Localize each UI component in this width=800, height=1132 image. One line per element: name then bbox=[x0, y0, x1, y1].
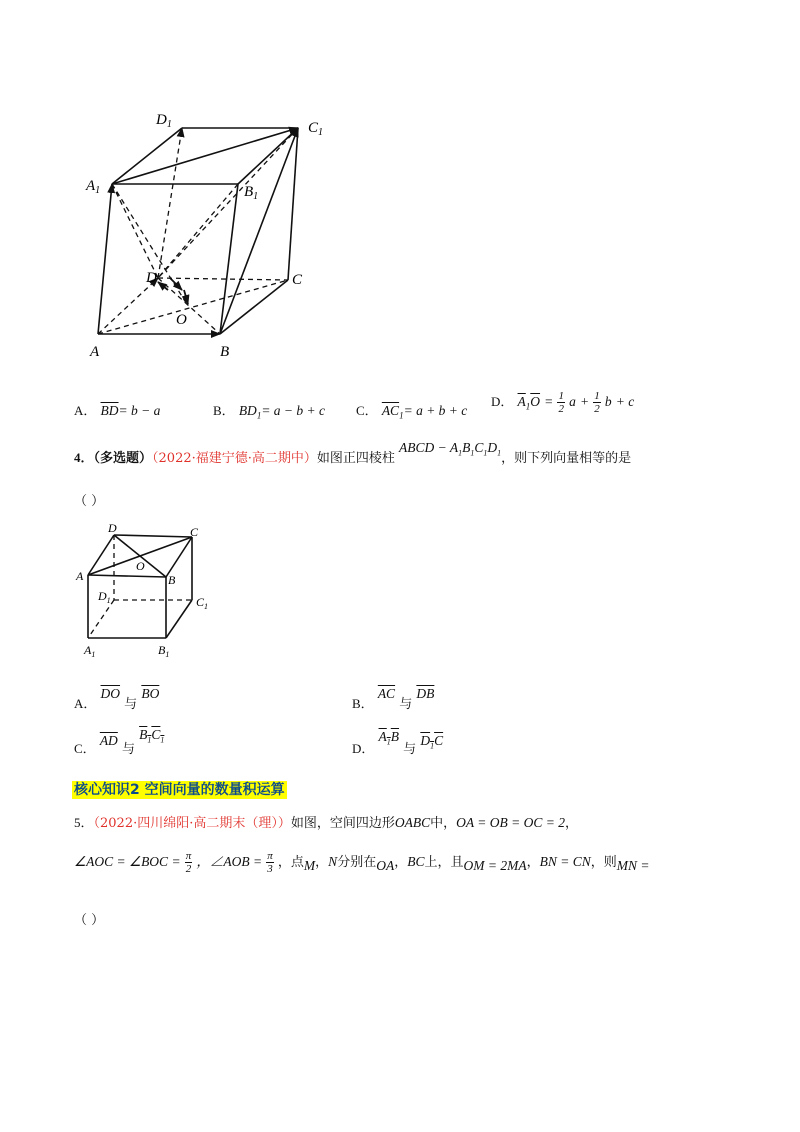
label-a1: $A_1$ bbox=[86, 178, 101, 196]
edge-top-b-c bbox=[166, 537, 192, 577]
label-o: O bbox=[176, 312, 187, 328]
edge-top-a-b bbox=[88, 575, 166, 577]
edge-b1-c1 bbox=[166, 600, 192, 638]
label2-b1: $B_1$ bbox=[158, 643, 170, 659]
q4-answer-paren[interactable]: （ ） bbox=[74, 494, 105, 509]
q4-option-c[interactable]: C． $\overline{AD}$ 与 $B_1C_1$ bbox=[74, 727, 165, 757]
edge-a-a1 bbox=[98, 184, 112, 334]
q5-stem-line2: ∠AOC = ∠BOC = $\frac{\pi}{2}$ ，∠AOB = $\frac{\pi}{3}$ ，点M，N分别在OA，BC上，且OM = 2MA，BN = CN，则MN = bbox=[74, 850, 650, 875]
q4-option-a[interactable]: A． $\overline{DO}$ 与 $\overline{BO}$ bbox=[74, 686, 160, 712]
figure-parallelepiped bbox=[70, 100, 360, 370]
q4-stem: 4．（多选题）（2022·福建宁德·高二期中）如图正四棱柱 ABCD − $A_1B_1C_1D_1$，则下列向量相等的是 bbox=[74, 440, 632, 466]
edge-top-d-a bbox=[88, 535, 114, 575]
edge-d1-a1 bbox=[112, 128, 182, 184]
label2-d1: $D_1$ bbox=[98, 589, 111, 605]
q4-option-d[interactable]: D． $A_1B$ 与 $D_1C$ bbox=[352, 729, 444, 757]
label-c1: $C_1$ bbox=[308, 120, 324, 138]
q5-answer-paren[interactable]: （ ） bbox=[74, 913, 105, 928]
edge-top-d-c bbox=[114, 535, 192, 537]
q4-option-b[interactable]: B． $\overline{AC}$ 与 $\overline{DB}$ bbox=[352, 686, 435, 712]
edge-a1-c1 bbox=[112, 128, 298, 184]
label2-d: D bbox=[108, 521, 117, 535]
label2-b: B bbox=[168, 573, 176, 587]
label-d1: $D_1$ bbox=[156, 112, 172, 130]
label-a: A bbox=[90, 344, 100, 360]
label2-c: C bbox=[190, 525, 199, 539]
label2-a: A bbox=[76, 569, 84, 583]
edge-b1-d bbox=[158, 184, 238, 278]
edge-a1-o bbox=[112, 184, 188, 306]
q3-option-b[interactable]: B． $BD_1= a - b + c$ bbox=[213, 403, 326, 421]
q3-option-a[interactable]: A． $\overline{BD}= b - a$ bbox=[74, 403, 161, 418]
label2-c1: $C_1$ bbox=[196, 595, 209, 611]
edge-d-b bbox=[158, 278, 220, 334]
edge-d1-a1 bbox=[88, 600, 114, 638]
label2-a1: $A_1$ bbox=[84, 643, 96, 659]
edge-a1-d bbox=[112, 184, 158, 278]
figure-prism bbox=[70, 520, 230, 665]
q5-stem-line1: 5．（2022·四川绵阳·高二期末（理））如图，空间四边形OABC中，OA = OB = OC = 2， bbox=[74, 815, 579, 831]
section-title: 核心知识2 空间向量的数量积运算 bbox=[74, 782, 285, 798]
label-d: D bbox=[146, 270, 157, 286]
label-b: B bbox=[220, 344, 230, 360]
label-c: C bbox=[292, 272, 303, 288]
edge-d-c bbox=[158, 278, 288, 280]
q3-option-d[interactable]: D． $\overline{A}_1\overline{O}$ = $\frac{1}{2}$ a + $\frac{1}{2}$ b + c bbox=[491, 390, 635, 415]
label-b1: $B_1$ bbox=[244, 184, 259, 202]
q3-option-c[interactable]: C． $\overline{AC}_1= a + b + c$ bbox=[356, 403, 468, 421]
label2-o: O bbox=[136, 559, 145, 573]
